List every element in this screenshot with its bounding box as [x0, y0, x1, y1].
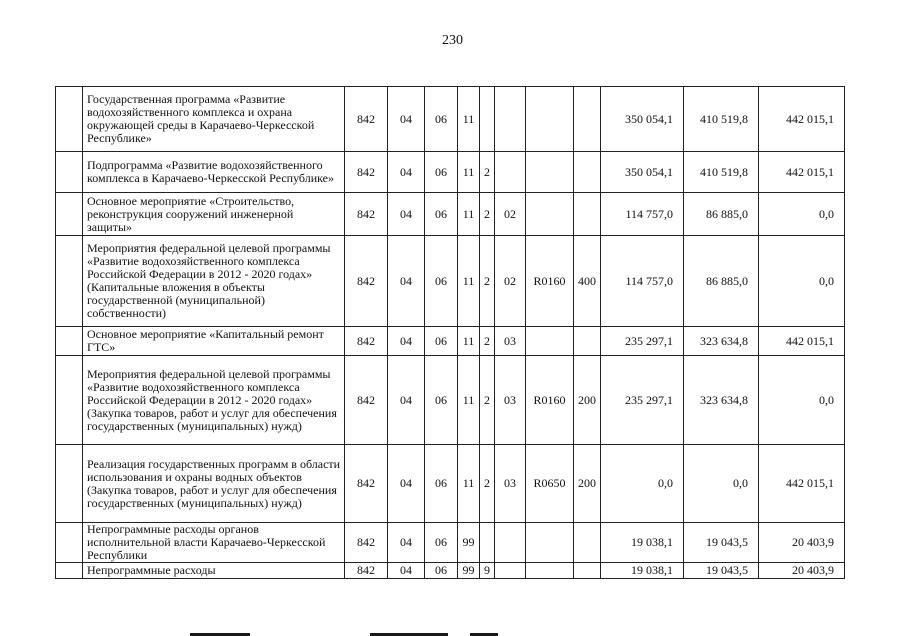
amount-2020: 442 015,1	[759, 87, 845, 152]
blank-cell	[56, 327, 83, 356]
ministry-code: 842	[345, 327, 388, 356]
amount-2019: 19 043,5	[684, 523, 759, 563]
table-row	[56, 356, 845, 445]
program-code: 11	[458, 87, 480, 152]
blank-cell	[56, 236, 83, 327]
table-row	[56, 236, 845, 327]
activity-code	[495, 523, 526, 563]
expense-type-code	[574, 152, 601, 193]
direction-code	[526, 87, 574, 152]
expense-name: Мероприятия федеральной целевой программы «Развитие водохозяйственного комплекса Российской Федерации в 2012 - 2020 годах» (Закупка товаров, работ и услуг для обеспечения государственных (муниципальных) нужд)	[83, 356, 345, 445]
direction-code: R0160	[526, 356, 574, 445]
subsection-code: 06	[425, 523, 458, 563]
table-row	[56, 563, 845, 579]
section-code: 04	[388, 152, 425, 193]
blank-cell	[56, 356, 83, 445]
amount-2019: 410 519,8	[684, 87, 759, 152]
expense-type-code	[574, 523, 601, 563]
expense-name: Подпрограмма «Развитие водохозяйственного комплекса в Карачаево-Черкесской Республике»	[83, 152, 345, 193]
amount-2018: 0,0	[601, 445, 684, 523]
subprogram-code: 2	[480, 152, 495, 193]
expense-type-code	[574, 87, 601, 152]
direction-code	[526, 563, 574, 579]
ministry-code: 842	[345, 563, 388, 579]
amount-2020: 0,0	[759, 193, 845, 236]
ministry-code: 842	[345, 87, 388, 152]
subsection-code: 06	[425, 193, 458, 236]
expense-name: Реализация государственных программ в области использования и охраны водных объектов (Закупка товаров, работ и услуг для обеспечения государственных (муниципальных) нужд)	[83, 445, 345, 523]
amount-2018: 235 297,1	[601, 356, 684, 445]
expense-name: Государственная программа «Развитие водохозяйственного комплекса и охрана окружающей среды в Карачаево-Черкесской Республике»	[83, 87, 345, 152]
section-code: 04	[388, 563, 425, 579]
subprogram-code: 9	[480, 563, 495, 579]
program-code: 99	[458, 563, 480, 579]
expense-name: Основное мероприятие «Капитальный ремонт ГТС»	[83, 327, 345, 356]
amount-2020: 442 015,1	[759, 152, 845, 193]
section-code: 04	[388, 356, 425, 445]
activity-code: 03	[495, 445, 526, 523]
ministry-code: 842	[345, 523, 388, 563]
budget-table	[55, 86, 845, 579]
activity-code	[495, 152, 526, 193]
program-code: 11	[458, 152, 480, 193]
direction-code	[526, 152, 574, 193]
program-code: 11	[458, 356, 480, 445]
activity-code: 02	[495, 193, 526, 236]
subprogram-code: 2	[480, 356, 495, 445]
blank-cell	[56, 87, 83, 152]
expense-type-code: 200	[574, 445, 601, 523]
amount-2019: 19 043,5	[684, 563, 759, 579]
expense-type-code	[574, 327, 601, 356]
section-code: 04	[388, 236, 425, 327]
amount-2018: 350 054,1	[601, 87, 684, 152]
expense-type-code	[574, 193, 601, 236]
table-row	[56, 193, 845, 236]
section-code: 04	[388, 87, 425, 152]
expense-name: Непрограммные расходы органов исполнительной власти Карачаево-Черкесской Республики	[83, 523, 345, 563]
amount-2019: 0,0	[684, 445, 759, 523]
subprogram-code: 2	[480, 445, 495, 523]
amount-2020: 0,0	[759, 356, 845, 445]
direction-code	[526, 193, 574, 236]
amount-2018: 19 038,1	[601, 563, 684, 579]
amount-2019: 86 885,0	[684, 193, 759, 236]
program-code: 11	[458, 236, 480, 327]
subsection-code: 06	[425, 152, 458, 193]
subsection-code: 06	[425, 87, 458, 152]
subsection-code: 06	[425, 327, 458, 356]
program-code: 11	[458, 327, 480, 356]
direction-code	[526, 523, 574, 563]
subsection-code: 06	[425, 563, 458, 579]
expense-type-code: 400	[574, 236, 601, 327]
subsection-code: 06	[425, 236, 458, 327]
expense-type-code: 200	[574, 356, 601, 445]
direction-code: R0650	[526, 445, 574, 523]
expense-type-code	[574, 563, 601, 579]
ministry-code: 842	[345, 193, 388, 236]
amount-2020: 20 403,9	[759, 563, 845, 579]
subsection-code: 06	[425, 356, 458, 445]
amount-2018: 114 757,0	[601, 193, 684, 236]
activity-code	[495, 87, 526, 152]
program-code: 99	[458, 523, 480, 563]
table-row	[56, 87, 845, 152]
activity-code: 02	[495, 236, 526, 327]
section-code: 04	[388, 523, 425, 563]
blank-cell	[56, 193, 83, 236]
ministry-code: 842	[345, 236, 388, 327]
subsection-code: 06	[425, 445, 458, 523]
amount-2020: 0,0	[759, 236, 845, 327]
direction-code	[526, 327, 574, 356]
subprogram-code	[480, 87, 495, 152]
subprogram-code: 2	[480, 193, 495, 236]
table-row	[56, 523, 845, 563]
amount-2020: 442 015,1	[759, 445, 845, 523]
expense-name: Мероприятия федеральной целевой программы «Развитие водохозяйственного комплекса Российской Федерации в 2012 - 2020 годах» (Капитальные вложения в объекты государственной (муниципальной) собственности)	[83, 236, 345, 327]
table-row	[56, 152, 845, 193]
blank-cell	[56, 152, 83, 193]
section-code: 04	[388, 445, 425, 523]
amount-2018: 114 757,0	[601, 236, 684, 327]
amount-2019: 323 634,8	[684, 356, 759, 445]
ministry-code: 842	[345, 356, 388, 445]
subprogram-code	[480, 523, 495, 563]
section-code: 04	[388, 327, 425, 356]
amount-2018: 350 054,1	[601, 152, 684, 193]
direction-code: R0160	[526, 236, 574, 327]
amount-2019: 323 634,8	[684, 327, 759, 356]
table-row	[56, 327, 845, 356]
ministry-code: 842	[345, 445, 388, 523]
subprogram-code: 2	[480, 236, 495, 327]
table-row	[56, 445, 845, 523]
blank-cell	[56, 445, 83, 523]
amount-2019: 410 519,8	[684, 152, 759, 193]
program-code: 11	[458, 445, 480, 523]
expense-name: Основное мероприятие «Строительство, реконструкция сооружений инженерной защиты»	[83, 193, 345, 236]
amount-2018: 235 297,1	[601, 327, 684, 356]
subprogram-code: 2	[480, 327, 495, 356]
expense-name: Непрограммные расходы	[83, 563, 345, 579]
amount-2018: 19 038,1	[601, 523, 684, 563]
amount-2020: 20 403,9	[759, 523, 845, 563]
activity-code: 03	[495, 327, 526, 356]
amount-2020: 442 015,1	[759, 327, 845, 356]
program-code: 11	[458, 193, 480, 236]
amount-2019: 86 885,0	[684, 236, 759, 327]
page-number: 230	[442, 33, 463, 48]
section-code: 04	[388, 193, 425, 236]
activity-code: 03	[495, 356, 526, 445]
blank-cell	[56, 523, 83, 563]
activity-code	[495, 563, 526, 579]
ministry-code: 842	[345, 152, 388, 193]
blank-cell	[56, 563, 83, 579]
